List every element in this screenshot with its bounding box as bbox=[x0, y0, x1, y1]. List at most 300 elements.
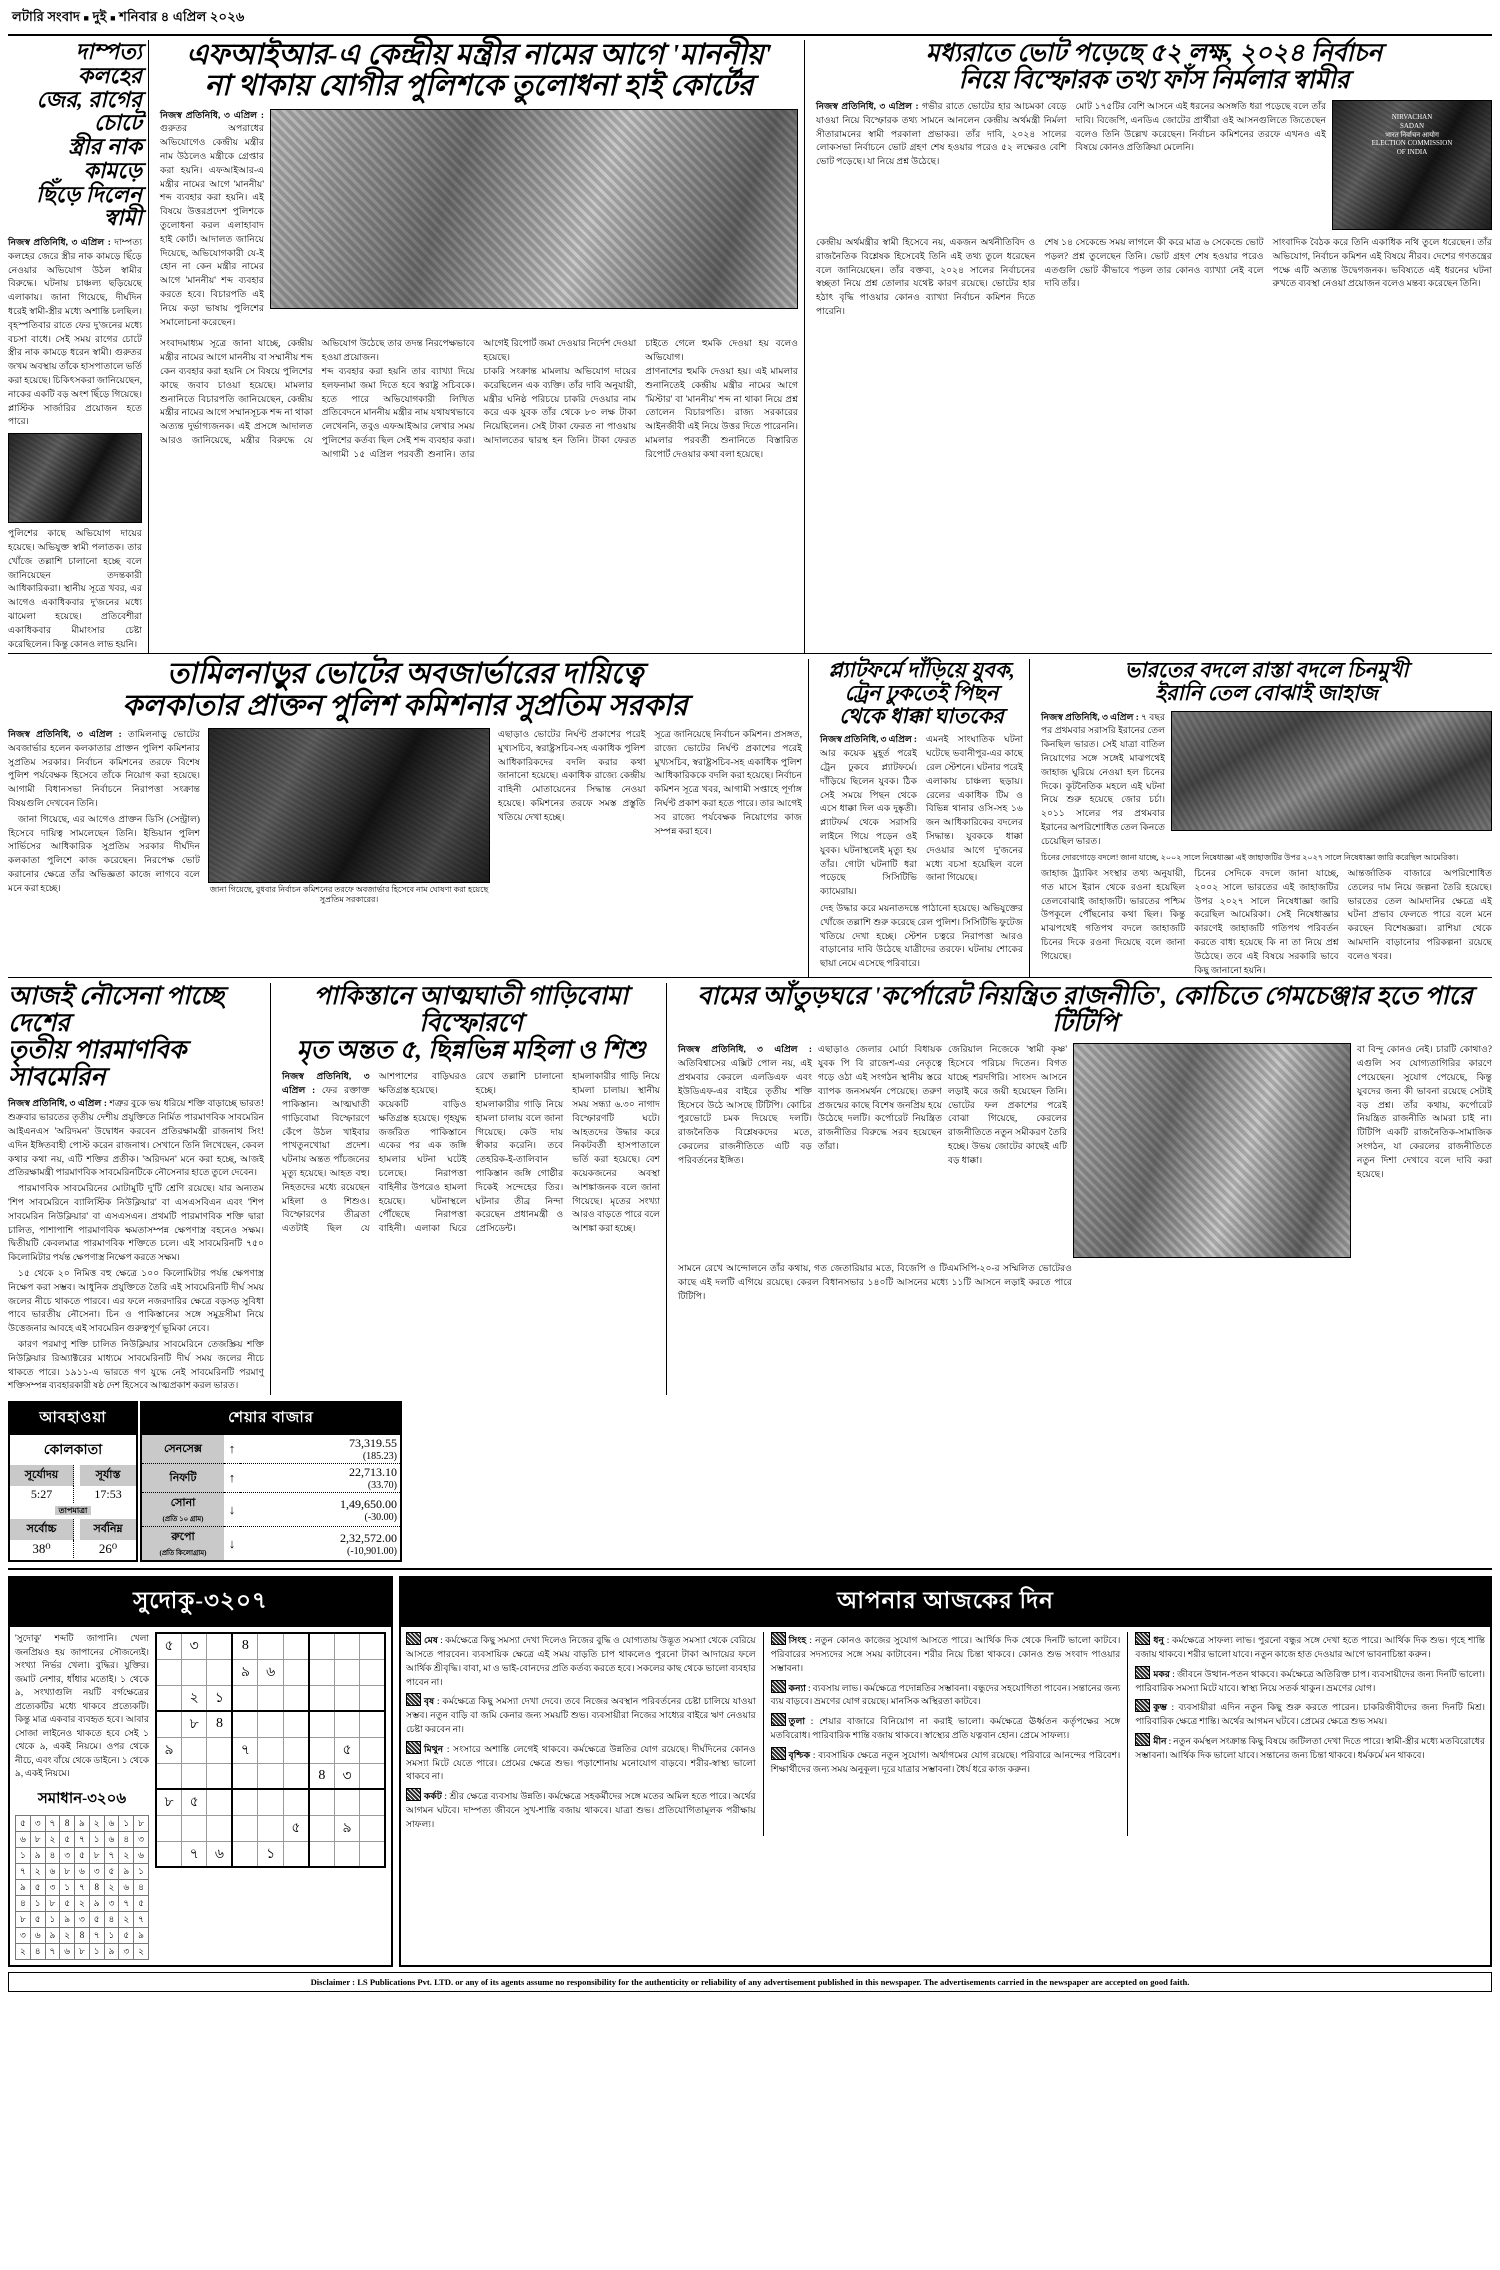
sudoku-cell[interactable]: ৩ bbox=[334, 1763, 359, 1789]
zodiac-icon-brishchik bbox=[771, 1747, 786, 1760]
sudoku-cell[interactable] bbox=[283, 1789, 308, 1815]
story-main-text-1: সংবাদমাধ্যম সূত্রে জানা যাচ্ছে, কেন্দ্রীয় মন্ত্রীর নামের আগে মাননীয় বা সম্মানীয় শব্দ কেন ব্যবহার করা হয়নি সে বিষয়ে পুলিশের কাছে জবাব চাওয়া হয়েছে। মামলার শুনানিতে বিচারপতি জানিয়েছেন, কেন্দ্রীয় মন্ত্রীর নামের আগে সম্মানসূচক শব্দ না থাকা অত্যন্ত দুর্ভাগ্যজনক। এই প্রসঙ্গে আদালত আরও জানিয়েছে, মন্ত্রীর বিরুদ্ধে যে অভিযোগ উঠেছে তার তদন্ত নিরপেক্ষভাবে হওয়া প্রয়োজন। bbox=[160, 338, 475, 445]
story-tamilnadu-columns bbox=[498, 728, 802, 838]
sudoku-solution-cell: ৯ bbox=[30, 1847, 45, 1863]
story-left-top-text2: পুলিশের কাছে অভিযোগ দায়ের হয়েছে। অভিযুক্ত স্বামী পলাতক। তার খোঁজে তল্লাশি চালানো হচ্ছে বলে জানিয়েছেন তদন্তকারী আধিকারিকরা। স্থানীয় সূত্রে খবর, এর আগেও একাধিকবার দু'জনের মধ্যে ঝামেলা হয়েছে। প্রতিবেশীরা একাধিকবার মীমাংসার চেষ্টা করেছিলেন। কিন্তু কোনও লাভ হয়নি। bbox=[8, 528, 142, 649]
sudoku-cell[interactable]: 8 bbox=[207, 1711, 232, 1737]
story-platform-text-2-wrap bbox=[820, 902, 1023, 971]
sudoku-solution-cell: ২ bbox=[119, 1911, 134, 1927]
sudoku-title: সুদোকু-৩২০৭ bbox=[10, 1578, 391, 1627]
sudoku-solution-cell: ৮ bbox=[60, 1863, 75, 1879]
poster-line-1: SADAN bbox=[1399, 121, 1425, 130]
horoscope-sign-name-9: মকর bbox=[1153, 1668, 1170, 1679]
horoscope-sign-text-3: শ্রীর ক্ষেত্রে ব্যবসায় উন্নতি। কর্মক্ষেত্রে সহকর্মীদের সঙ্গে মতের অমিল হতে পারে। অর্থের আগমন ঘটবে। দাম্পত্য জীবনে সুখ-শান্তি বজায় থাকবে। যাত্রা শুভ। প্রতিযোগিতামূলক পরীক্ষায় সাফল্য। bbox=[406, 1791, 756, 1829]
sudoku-solution-cell: ২ bbox=[104, 1879, 119, 1895]
weather-city: কোলকাতা bbox=[43, 1443, 103, 1459]
sudoku-solution-cell: ৬ bbox=[16, 1831, 31, 1847]
sudoku-cell[interactable] bbox=[258, 1685, 283, 1711]
sudoku-solution-cell: ৩ bbox=[75, 1911, 90, 1927]
story-right-top-columns-b bbox=[816, 236, 1492, 319]
sudoku-solution-cell: ৫ bbox=[30, 1911, 45, 1927]
sudoku-cell[interactable] bbox=[309, 1737, 334, 1763]
story-right-top-text-4: সাংবাদিক বৈঠক করে তিনি একাধিক নথি তুলে ধরেছেন। তাঁর অভিযোগ, নির্বাচন কমিশন এই বিষয়ে নীরব। দেশের গণতন্ত্রের পক্ষে এটি অত্যন্ত উদ্বেগজনক। ভবিষ্যতে এই ধরনের ঘটনা রুখতে ব্যবস্থা নেওয়া প্রয়োজন বলেও মন্তব্য করেছেন তিনি। bbox=[1272, 237, 1492, 289]
sudoku-solution-cell: ৪ bbox=[45, 1847, 60, 1863]
sudoku-solution-cell: ৩ bbox=[16, 1927, 31, 1943]
second-band bbox=[8, 654, 1492, 978]
story-right-top-photo bbox=[1332, 100, 1492, 230]
sudoku-solution-row bbox=[16, 1943, 149, 1959]
horoscope-col-2 bbox=[764, 1632, 1129, 1835]
story-iran-col0 bbox=[1041, 711, 1165, 849]
sudoku-cell[interactable] bbox=[258, 1815, 283, 1841]
sudoku-solution-cell: ৬ bbox=[60, 1943, 75, 1959]
sudoku-cell[interactable] bbox=[283, 1763, 308, 1789]
story-submarine bbox=[8, 983, 270, 1395]
sudoku-solution-cell: ৬ bbox=[104, 1831, 119, 1847]
sudoku-cell[interactable] bbox=[283, 1841, 308, 1867]
sudoku-cell[interactable] bbox=[360, 1659, 385, 1685]
sudoku-cell[interactable] bbox=[309, 1815, 334, 1841]
sudoku-cell[interactable] bbox=[258, 1789, 283, 1815]
sudoku-cell[interactable]: ৯ bbox=[334, 1815, 359, 1841]
sudoku-cell[interactable] bbox=[334, 1711, 359, 1737]
horoscope-sign-text-2: সংসারে অশান্তি লেগেই থাকবে। কর্মক্ষেত্রে উন্নতির যোগ রয়েছে। দীর্ঘদিনের কোনও সমস্যা মিটে যেতে পারে। প্রেমের ক্ষেত্রে শুভ। পড়াশোনায় মনোযোগ বাড়বে। শরীর-স্বাস্থ্য ভালো থাকবে না। bbox=[406, 1743, 756, 1782]
sudoku-solution-cell: ১ bbox=[104, 1927, 119, 1943]
horoscope-sign: মকর : জীবনে উত্থান-পতন থাকবে। কর্মক্ষেত্রে অতিরিক্ত চাপ। ব্যবসায়ীদের জন্য দিনটি ভালো। পারিবারিক সমস্যা মিটে যাবে। স্বাস্থ্য নিয়ে সতর্ক থাকুন। ভ্রমণের যোগ। bbox=[1135, 1666, 1485, 1696]
market-title: শেয়ার বাজার bbox=[142, 1403, 400, 1435]
sudoku-solution-cell: ১ bbox=[60, 1879, 75, 1895]
sudoku-cell[interactable] bbox=[181, 1659, 206, 1685]
sudoku-solution-cell: ৭ bbox=[45, 1815, 60, 1831]
sudoku-row bbox=[156, 1685, 385, 1711]
sudoku-cell[interactable]: ৬ bbox=[207, 1841, 232, 1867]
masthead-separator-2: ■ bbox=[110, 13, 116, 24]
sudoku-cell[interactable] bbox=[309, 1685, 334, 1711]
sudoku-solution-cell: ৫ bbox=[60, 1831, 75, 1847]
sudoku-solution-cell: 8 bbox=[89, 1879, 104, 1895]
horoscope-sign-name-11: মীন bbox=[1153, 1735, 1167, 1746]
sudoku-solution-row bbox=[16, 1927, 149, 1943]
sudoku-solution-cell: ১ bbox=[45, 1911, 60, 1927]
min-temp-value: 26⁰ bbox=[98, 1541, 118, 1557]
zodiac-icon-mithun bbox=[406, 1741, 421, 1754]
sudoku-row bbox=[156, 1815, 385, 1841]
story-right-top-columns-a bbox=[816, 100, 1326, 169]
sudoku-cell[interactable] bbox=[283, 1685, 308, 1711]
sudoku-cell[interactable]: ৯ bbox=[232, 1659, 257, 1685]
sudoku-solution-cell: ৫ bbox=[89, 1911, 104, 1927]
sudoku-solution-cell: ৯ bbox=[16, 1879, 31, 1895]
sudoku-solution-cell: ৩ bbox=[30, 1815, 45, 1831]
sudoku-cell[interactable] bbox=[156, 1659, 181, 1685]
sudoku-cell[interactable]: 8 bbox=[232, 1633, 257, 1659]
horoscope-sign-text-9: জীবনে উত্থান-পতন থাকবে। কর্মক্ষেত্রে অতিরিক্ত চাপ। ব্যবসায়ীদের জন্য দিনটি ভালো। পারিবারিক সমস্যা মিটে যাবে। স্বাস্থ্য নিয়ে সতর্ক থাকুন। ভ্রমণের যোগ। bbox=[1135, 1668, 1486, 1693]
sudoku-cell[interactable] bbox=[207, 1737, 232, 1763]
sudoku-cell[interactable] bbox=[207, 1763, 232, 1789]
sudoku-row bbox=[156, 1789, 385, 1815]
sudoku-solution-cell: ৩ bbox=[134, 1831, 149, 1847]
story-pakistan-columns bbox=[282, 1070, 660, 1238]
horoscope-title: আপনার আজকের দিন bbox=[401, 1578, 1490, 1627]
story-main-byline: নিজস্ব প্রতিনিধি, ৩ এপ্রিল : bbox=[160, 109, 264, 120]
sudoku-solution-cell: ৮ bbox=[16, 1911, 31, 1927]
sudoku-cell[interactable]: ৫ bbox=[283, 1815, 308, 1841]
story-submarine-text-3: কারণ পরমাণু শক্তি চালিত নিউক্লিয়ার সাবমেরিনে তেজস্ক্রিয় শক্তি নিউক্লিয়ার রিঅ্যাক্টরের মাধ্যমে সাবমেরিনটি দীর্ঘ সময় জলের নীচে থাকতে পারে। ১৯১১-এ ভারতে গণ যুদ্ধে নেই সাবমেরিনটি পরমাণু শক্তিসম্পন্ন ব্যবহারকারী ষষ্ঠ দেশ হিসেবে আত্মপ্রকাশ করল ভারত। bbox=[8, 1338, 264, 1391]
masthead-page-number: দুই bbox=[92, 9, 107, 24]
max-temp-label: সর্বোচ্চ bbox=[10, 1519, 74, 1540]
story-main-columns bbox=[160, 337, 798, 461]
story-tamilnadu-text-1: জানা গিয়েছে, এর আগেও প্রাক্তন ডিসি (সেন্ট্রাল) হিসেবে দায়িত্ব সামলেছেন তিনি। ইন্ডিয়ান পুলিশ সার্ভিসের আধিকারিক সুপ্রতিম সরকার দীর্ঘদিন কলকাতা পুলিশে কাজ করেছেন। নিরপেক্ষ ভোট করানোর ক্ষেত্রে তাঁর অভিজ্ঞতা কাজে লাগবে বলে মনে করা হচ্ছে। bbox=[8, 813, 200, 893]
story-right-top-headline: মধ্যরাতে ভোট পড়েছে ৫২ লক্ষ, ২০২৪ নির্বাচন নিয়ে বিস্ফোরক তথ্য ফাঁস নির্মলার স্বামীর bbox=[925, 40, 1383, 94]
zodiac-icon-kumbha bbox=[1135, 1699, 1150, 1712]
sudoku-cell[interactable] bbox=[232, 1841, 257, 1867]
sudoku-cell[interactable] bbox=[334, 1841, 359, 1867]
poster-line-4: OF INDIA bbox=[1396, 148, 1428, 156]
market-value-0: 73,319.55 bbox=[349, 1436, 397, 1451]
horoscope-sign-name-6: তুলা bbox=[788, 1716, 806, 1727]
horoscope-sign-text-11: নতুন কর্মস্থল সংক্রান্ত কিছু বিষয়ে জটিলতা দেখা দিতে পারে। স্বামী-স্ত্রীর মধ্যে মতবিরোধের সম্ভাবনা। আর্থিক দিক ভালো যাবে। সন্তানের জন্য চিন্তা থাকবে। ধর্মকর্মে মন থাকবে। bbox=[1135, 1735, 1486, 1760]
sudoku-solution-cell: ১ bbox=[119, 1815, 134, 1831]
sudoku-cell[interactable]: ৮ bbox=[181, 1711, 206, 1737]
story-main-text-4: প্রাণনাশের হুমকি দেওয়া হয়। এই মামলার শুনানিতেই কেন্দ্রীয় মন্ত্রীর নামের আগে 'মিস্টার' বা 'মাননীয়' শব্দ না থাকা নিয়ে প্রশ্ন তোলেন বিচারপতি। রাজ্য সরকারের আইনজীবী এই নিয়ে উত্তর দিতে পারেননি। মামলার পরবর্তী শুনানিতে বিস্তারিত রিপোর্ট দেওয়ার কথা বলা হয়েছে। bbox=[645, 365, 798, 459]
sudoku-solution-cell: ২ bbox=[30, 1863, 45, 1879]
sudoku-rules: 'সুদোকু' শব্দটি জাপানি। খেলা জনপ্রিয়ও হয় জাপানের সৌজন্যেই। সংখ্যা নির্ভর খেলা। বুদ্ধির। যুক্তির। জমাট নেশার, ধাঁধার মতোই। ১ থেকে ৯, সংখ্যাগুলি নয়টি বর্গক্ষেত্রের প্রত্যেকটির মধ্যে থাকবে প্রত্যেকটি। কিন্তু মাত্র একবার ব্যবহৃত হবে। আবার সোজা লাইনেও থাকতে হবে সেই ১ থেকে ৯, একই নিয়মে। ওপর থেকে নীচে, এবং বাঁয়ে থেকে ডাইনে। ১ থেকে ৯, একই নিয়মে। bbox=[15, 1633, 149, 1779]
sudoku-solution-cell: ২ bbox=[119, 1847, 134, 1863]
sudoku-solution-cell: ৫ bbox=[75, 1847, 90, 1863]
sudoku-solution-cell: ১ bbox=[89, 1831, 104, 1847]
sudoku-solution-cell: ২ bbox=[45, 1831, 60, 1847]
sudoku-solution-cell: ৯ bbox=[45, 1927, 60, 1943]
sudoku-row bbox=[156, 1737, 385, 1763]
market-name-1: নিফটি bbox=[169, 1471, 197, 1484]
zodiac-icon-kanya bbox=[771, 1680, 786, 1693]
sudoku-solution-cell: ৪ bbox=[30, 1943, 45, 1959]
max-temp-value: 38⁰ bbox=[32, 1541, 51, 1557]
story-left-top bbox=[8, 40, 148, 653]
sudoku-solution-label: সমাধান-৩২০৬ bbox=[37, 1790, 127, 1807]
sudoku-cell[interactable] bbox=[309, 1711, 334, 1737]
horoscope-sign: মিথুন : সংসারে অশান্তি লেগেই থাকবে। কর্মক্ষেত্রে উন্নতির যোগ রয়েছে। দীর্ঘদিনের কোনও সমস্যা মিটে যেতে পারে। প্রেমের ক্ষেত্রে শুভ। পড়াশোনায় মনোযোগ বাড়বে। শরীর-স্বাস্থ্য ভালো থাকবে না। bbox=[406, 1741, 756, 1784]
sudoku-solution-cell: ৫ bbox=[119, 1927, 134, 1943]
sudoku-cell[interactable] bbox=[360, 1633, 385, 1659]
horoscope-sign: বৃষ : কর্মক্ষেত্রে কিছু সমস্যা দেখা দেবে। তবে নিজের অবস্থান পরিবর্তনের চেষ্টা চালিয়ে যাওয়া সম্ভব। নতুন বাড়ি বা জমি কেনার জন্য সময়টি শুভ। ব্যবসায়ীরা নিজের সাধ্যের বাইরে ঋণ নেওয়ার চেষ্টা করবেন না। bbox=[406, 1693, 756, 1736]
market-table bbox=[142, 1435, 400, 1560]
sudoku-solution-cell: ২ bbox=[134, 1943, 149, 1959]
sudoku-solution-cell: ৪ bbox=[16, 1895, 31, 1911]
sudoku-cell[interactable] bbox=[360, 1737, 385, 1763]
sudoku-solution-cell: ৩ bbox=[45, 1879, 60, 1895]
horoscope-sign-text-7: ব্যবসায়িক ক্ষেত্রে নতুন সুযোগ। অর্থাগমের যোগ রয়েছে। পরিবারে আনন্দের পরিবেশ। শিক্ষার্থীদের জন্য সময় অনুকূল। দূরে যাত্রার সম্ভাবনা। ধৈর্য ধরে কাজ করুন। bbox=[770, 1749, 1121, 1774]
sudoku-cell[interactable] bbox=[156, 1763, 181, 1789]
sudoku-cell[interactable]: ৩ bbox=[181, 1633, 206, 1659]
story-main-photo bbox=[270, 109, 798, 309]
horoscope-sign-name-8: ধনু bbox=[1153, 1635, 1164, 1646]
sudoku-puzzle-grid[interactable] bbox=[155, 1632, 386, 1868]
sudoku-cell[interactable] bbox=[283, 1711, 308, 1737]
sudoku-solution-row bbox=[16, 1831, 149, 1847]
story-left-top-photo bbox=[8, 433, 142, 523]
horoscope-sign-name-5: কন্যা bbox=[788, 1682, 806, 1693]
sudoku-cell[interactable] bbox=[309, 1633, 334, 1659]
sudoku-solution-cell: ৫ bbox=[16, 1815, 31, 1831]
market-value-1: 22,713.10 bbox=[349, 1465, 397, 1480]
masthead-date: শনিবার ৪ এপ্রিল ২০২৬ bbox=[119, 9, 245, 24]
sudoku-solution-row bbox=[16, 1895, 149, 1911]
sudoku-cell[interactable] bbox=[156, 1815, 181, 1841]
sudoku-solution-cell: ১ bbox=[16, 1847, 31, 1863]
horoscope-sign-name-3: কর্কট bbox=[424, 1791, 442, 1802]
zodiac-icon-tula bbox=[771, 1713, 786, 1726]
sudoku-solution-cell: ৫ bbox=[104, 1863, 119, 1879]
sudoku-cell[interactable] bbox=[283, 1659, 308, 1685]
sudoku-cell[interactable] bbox=[232, 1763, 257, 1789]
sudoku-cell[interactable] bbox=[360, 1685, 385, 1711]
market-value-3: 2,32,572.00 bbox=[340, 1530, 397, 1545]
market-sub-2: (প্রতি ১০ গ্রাম) bbox=[162, 1515, 204, 1524]
story-bamer bbox=[672, 983, 1492, 1395]
sudoku-cell[interactable] bbox=[232, 1685, 257, 1711]
sudoku-solution-cell: ৩ bbox=[119, 1943, 134, 1959]
sudoku-solution-cell: ১ bbox=[134, 1863, 149, 1879]
sudoku-solution-cell: ৮ bbox=[134, 1815, 149, 1831]
market-row bbox=[142, 1464, 400, 1493]
story-tamilnadu-caption: জানা গিয়েছে, বুধবার নির্বাচন কমিশনের তরফে অবজার্ভার হিসেবে নাম ঘোষণা করা হয়েছে সুপ্রতিম সরকারের। bbox=[209, 884, 489, 905]
zodiac-icon-makar bbox=[1135, 1666, 1150, 1679]
horoscope-sign: মেষ : কর্মক্ষেত্রে কিছু সমস্যা দেখা দিলেও নিজের বুদ্ধি ও যোগ্যতায় উদ্ভূত সমস্যা থেকে বেরিয়ে আসতে পারবেন। ব্যবসায়িক ক্ষেত্রে এই সময় বাড়তি চাপ থাকলেও পুরনো টাকা আদায়ের ফলে আর্থিক শ্রীবৃদ্ধি। বাবা, মা ও ভাই-বোনদের প্রতি কর্তব্য করতে হবে। সকলের কাছ থেকে ভালো ব্যবহার পাবেন না। bbox=[406, 1632, 756, 1689]
temperature-label: তাপমাত্রা bbox=[55, 1506, 92, 1515]
sudoku-cell[interactable]: ৫ bbox=[156, 1633, 181, 1659]
story-bamer-col4 bbox=[1357, 1043, 1492, 1181]
sudoku-cell[interactable] bbox=[360, 1815, 385, 1841]
sudoku-solution-cell: ৮ bbox=[75, 1943, 90, 1959]
market-row bbox=[142, 1493, 400, 1527]
story-bamer-text-3: সামনে রেখে আন্দোলনে তাঁর কথায়, গত জেতারিয়ার মতে, বিজেপি ও টিএমসিপি-২০-র সম্মিলিত ভোটেরও কাছে এই দলটি এগিয়ে রয়েছে। কেরল বিধানসভার ১৪০টি আসনের মধ্যে ১১টি আসনে লড়াই করতে পারে টিটিপি। bbox=[678, 1263, 1072, 1301]
story-main-text-3: চাকরি সংক্রান্ত মামলায় অভিযোগ দায়ের করেছিলেন এক ব্যক্তি। তাঁর দাবি অনুযায়ী, মন্ত্রীর ঘনিষ্ঠ পরিচয়ে চাকরি দেওয়ার নাম করে এক যুবক তাঁর থেকে ৮০ লক্ষ টাকা নিয়েছিলেন। সেই টাকা ফেরত না পাওয়ায় আদালতের দ্বারস্থ হন তিনি। টাকা ফেরত চাইতে গেলে হুমকি দেওয়া হয় বলেও অভিযোগ। bbox=[483, 338, 798, 445]
poster-line-3: ELECTION COMMISSION bbox=[1371, 139, 1453, 148]
story-right-top-text-3: শেষ ১৪ সেকেন্ডে সময় লাগলে কী করে মাত্র ৬ সেকেন্ডে ভোট পড়ল? প্রশ্ন তুলেছেন তিনি। ভোট গ্রহণ শেষ হওয়ার পরেও এতগুলি ভোট কীভাবে পড়ল তার কোনও ব্যাখ্যা নেই বলে দাবি তাঁর। bbox=[1044, 237, 1264, 289]
sudoku-cell[interactable]: ৫ bbox=[181, 1789, 206, 1815]
sudoku-cell[interactable]: ১ bbox=[258, 1841, 283, 1867]
story-submarine-byline: নিজস্ব প্রতিনিধি, ৩ এপ্রিল : bbox=[8, 1098, 107, 1109]
market-name-2: সোনা bbox=[170, 1497, 196, 1510]
sudoku-cell[interactable] bbox=[181, 1763, 206, 1789]
story-left-top-headline: দাম্পত্য কলহের জের, রাগের চোটে স্ত্রীর নাক কামড়ে ছিঁড়ে দিলেন স্বামী bbox=[36, 39, 142, 231]
story-pakistan bbox=[276, 983, 666, 1395]
sudoku-row bbox=[156, 1763, 385, 1789]
story-platform-columns bbox=[820, 733, 1023, 899]
story-right-top-text-2: কেন্দ্রীয় অর্থমন্ত্রীর স্বামী হিসেবে নয়, একজন অর্থনীতিবিদ ও রাজনৈতিক বিশ্লেষক হিসেবেই তিনি এই তথ্য তুলে ধরেছেন বলে জানিয়েছেন। তাঁর বক্তব্য, ২০২৪ সালের নির্বাচনের স্বচ্ছতা নিয়ে প্রশ্ন তোলার যথেষ্ট কারণ রয়েছে। ভোটের হার হঠাৎ বৃদ্ধি পাওয়ার কোনও ব্যাখ্যা নির্বাচন কমিশন দিতে পারেনি। bbox=[816, 237, 1036, 316]
story-right-top bbox=[810, 40, 1492, 653]
sudoku-cell[interactable]: ৯ bbox=[156, 1737, 181, 1763]
horoscope-box bbox=[399, 1576, 1492, 1967]
sudoku-cell[interactable]: ৬ bbox=[258, 1659, 283, 1685]
sudoku-solution-cell: ৩ bbox=[89, 1863, 104, 1879]
sudoku-row bbox=[156, 1633, 385, 1659]
story-submarine-text-1: পারমাণবিক সাবমেরিনের মোটামুটি দু'টি শ্রেণি রয়েছে। যার অন্যতম 'শিপ সাবমেরিনে ব্যালিস্টিক নিউক্লিয়ার' বা এসএসবিএন এবং 'শিপ সাবমেরিন নিউক্লিয়ার' বা এসএসএন। প্রথমটি পারমাণবিক শক্তি দ্বারা চালিত, পাশাপাশি পারমাণবিক ক্ষমতাসম্পন্ন ক্ষেপণাস্ত্র বহনেও সক্ষম। দ্বিতীয়টি কেবলমাত্র পারমাণবিক শক্তিতে চলে। এই সাবমেরিনটি ৭৫০ কিলোমিটার পর্যন্ত ক্ষেপণাস্ত্র নিক্ষেপ করতে সক্ষম। bbox=[8, 1183, 264, 1263]
horoscope-sign-text-6: শেয়ার বাজারে বিনিয়োগ না করাই ভালো। কর্মক্ষেত্রে ঊর্ধ্বতন কর্তৃপক্ষের সঙ্গে মতবিরোধ। পারিবারিক শান্তি বজায় থাকবে। স্বাস্থ্যের প্রতি যত্নবান হোন। প্রেমে সাফল্য। bbox=[770, 1716, 1121, 1740]
masthead bbox=[8, 6, 1492, 36]
story-platform bbox=[814, 659, 1029, 977]
horoscope-sign: কন্যা : ব্যবসায় লাভ। কর্মক্ষেত্রে পদোন্নতির সম্ভাবনা। বন্ধুদের সহযোগিতা পাবেন। সন্তানের জন্য ব্যয় বাড়বে। ভ্রমণের যোগ রয়েছে। মানসিক অস্থিরতা কাটবে। bbox=[771, 1680, 1121, 1710]
market-arrow-1: ↑ bbox=[228, 1470, 236, 1486]
sudoku-cell[interactable] bbox=[309, 1789, 334, 1815]
weather-title: আবহাওয়া bbox=[10, 1403, 136, 1435]
sudoku-solution-cell: ৯ bbox=[89, 1895, 104, 1911]
sudoku-solution-cell: ৫ bbox=[30, 1879, 45, 1895]
sudoku-cell[interactable] bbox=[258, 1763, 283, 1789]
sudoku-cell[interactable] bbox=[334, 1789, 359, 1815]
story-tamilnadu bbox=[8, 659, 808, 977]
masthead-separator-1: ■ bbox=[83, 13, 90, 24]
story-platform-headline: প্ল্যাটফর্মে দাঁড়িয়ে যুবক, ট্রেন ঢুকতেই পিছন থেকে ধাক্কা ঘাতকের bbox=[828, 658, 1015, 728]
sudoku-cell[interactable]: 8 bbox=[309, 1763, 334, 1789]
sudoku-cell[interactable] bbox=[309, 1841, 334, 1867]
sudoku-solution-cell: ৯ bbox=[119, 1863, 134, 1879]
sudoku-cell[interactable] bbox=[360, 1763, 385, 1789]
sudoku-cell[interactable] bbox=[334, 1685, 359, 1711]
sudoku-cell[interactable]: ৫ bbox=[334, 1737, 359, 1763]
story-left-top-text: দাম্পত্য কলহের জেরে স্ত্রীর নাক কামড়ে ছিঁড়ে নেওয়ার অভিযোগ উঠল স্বামীর বিরুদ্ধে। ঘটনায় চাঞ্চল্য ছড়িয়েছে এলাকায়। জানা গিয়েছে, দীর্ঘদিন ধরেই স্বামী-স্ত্রীর মধ্যে অশান্তি চলছিল। বৃহস্পতিবার রাতে ফের দু'জনের মধ্যে বচসা বাধে। সেই সময় রাগের চোটে স্ত্রীর নাক কামড়ে ধরেন স্বামী। গুরুতর জখম অবস্থায় তাঁকে হাসপাতালে ভর্তি করা হয়েছে। চিকিৎসকরা জানিয়েছেন, নাকের একটি বড় অংশ ছিঁড়ে গিয়েছে। প্লাস্টিক সার্জারির প্রয়োজন হতে পারে। bbox=[8, 237, 142, 427]
market-change-0: (185.23) bbox=[362, 1451, 397, 1463]
horoscope-col-1 bbox=[406, 1632, 764, 1835]
sudoku-cell[interactable] bbox=[232, 1789, 257, 1815]
sudoku-solution-cell: ২ bbox=[75, 1895, 90, 1911]
horoscope-sign-name-0: মেষ bbox=[424, 1635, 438, 1646]
sudoku-cell[interactable]: ৭ bbox=[232, 1737, 257, 1763]
sudoku-solution-cell: ১ bbox=[89, 1943, 104, 1959]
sudoku-solution-cell: ৬ bbox=[45, 1863, 60, 1879]
market-arrow-2: ↓ bbox=[228, 1501, 236, 1517]
sudoku-cell[interactable] bbox=[156, 1711, 181, 1737]
sudoku-cell[interactable]: ২ bbox=[181, 1685, 206, 1711]
masthead-publication: লটারি সংবাদ bbox=[12, 9, 81, 24]
sudoku-solution-cell: ২ bbox=[60, 1927, 75, 1943]
sudoku-solution-cell: ৯ bbox=[75, 1815, 90, 1831]
sudoku-solution-row bbox=[16, 1911, 149, 1927]
story-iran-text-0: ৭ বছর পর প্রথমবার সরাসরি ইরানের তেল কিনছিল ভারত। সেই যাত্রা বাতিল নিয়োগের সঙ্গে সঙ্গেই মাঝপথেই জাহাজ ঘুরিয়ে নেওয়া হল চিনের দিকে। কূটনৈতিক মহলে এই ঘটনা নিয়ে শুরু হয়েছে জোর চর্চা। ২০১১ সালের পর প্রথমবার ইরানের অপরিশোধিত তেল কিনতে চেয়েছিল ভারত। bbox=[1041, 711, 1165, 846]
story-iran-text-3: আন্তর্জাতিক বাজারে অপরিশোধিত তেলের দাম নিয়ে জল্পনা তৈরি হয়েছে। ভারতের তেল আমদানির ক্ষেত্রে এই ঘটনা প্রভাব ফেলতে পারে বলে মনে করছেন বিশেষজ্ঞরা। রাশিয়া থেকে আমদানি বাড়ানোর পরিকল্পনা রয়েছে বলেও খবর। bbox=[1347, 868, 1492, 961]
sudoku-cell[interactable] bbox=[258, 1711, 283, 1737]
horoscope-sign: কর্কট : শ্রীর ক্ষেত্রে ব্যবসায় উন্নতি। কর্মক্ষেত্রে সহকর্মীদের সঙ্গে মতের অমিল হতে পারে। অর্থের আগমন ঘটবে। দাম্পত্য জীবনে সুখ-শান্তি বজায় থাকবে। যাত্রা শুভ। প্রতিযোগিতামূলক পরীক্ষায় সাফল্য। bbox=[406, 1788, 756, 1831]
sudoku-cell[interactable] bbox=[360, 1841, 385, 1867]
story-iran-text-2: চিনের সেদিকে বদলে জানা যাচ্ছে, ২০০২ সালে ভারতের এই জাহাজটির উপর ২০২৭ সালে নিষেধাজ্ঞা জারি করেছিল আমেরিকা। সেই নিষেধাজ্ঞার কারণেই জাহাজটি গতিপথ পরিবর্তন করতে বাধ্য হয়েছে কি না তা নিয়ে প্রশ্ন উঠেছে। তবে এই বিষয়ে সরকারি ভাবে কিছু জানানো হয়নি। bbox=[1194, 868, 1339, 975]
story-submarine-text-0: শত্রুর বুকে ভয় ধরিয়ে শক্তি বাড়াচ্ছে ভারত! শুক্রবার ভারতের তৃতীয় দেশীয় প্রযুক্তিতে নির্মিত পারমাণবিক সাবমেরিন আইএনএস 'অরিদমন' উদ্বোধন করবেন প্রতিরক্ষামন্ত্রী রাজনাথ সিং! এদিন ইঙ্গিতবাহী পোস্ট করেন রাজনাথ। সেখানে তিনি লিখেছেন, কেবল কথার কথা নয়, এটি শক্তির প্রতীক। 'অরিদমন' মনে করা হচ্ছে, আজই প্রতিরক্ষামন্ত্রী পারমাণবিক সাবমেরিনটিকে নৌসেনার হাতে তুলে দেবেন। bbox=[8, 1098, 264, 1178]
third-band bbox=[8, 978, 1492, 1395]
poster-line-0: NIRVACHAN bbox=[1391, 113, 1433, 121]
horoscope-sign-name-10: কুম্ভ bbox=[1153, 1702, 1168, 1713]
sudoku-cell[interactable] bbox=[156, 1685, 181, 1711]
story-main-col0 bbox=[160, 109, 264, 330]
story-tamilnadu-byline: নিজস্ব প্রতিনিধি, ৩ এপ্রিল : bbox=[8, 728, 122, 739]
sudoku-cell[interactable] bbox=[232, 1711, 257, 1737]
sudoku-cell[interactable]: ৭ bbox=[181, 1841, 206, 1867]
horoscope-sign-text-5: ব্যবসায় লাভ। কর্মক্ষেত্রে পদোন্নতির সম্ভাবনা। বন্ধুদের সহযোগিতা পাবেন। সন্তানের জন্য ব্যয় বাড়বে। ভ্রমণের যোগ রয়েছে। মানসিক অস্থিরতা কাটবে। bbox=[770, 1682, 1121, 1707]
story-left-top-body2 bbox=[8, 527, 142, 651]
sudoku-solution-cell: ৩ bbox=[104, 1895, 119, 1911]
sudoku-cell[interactable] bbox=[360, 1789, 385, 1815]
sudoku-solution-cell: ৭ bbox=[104, 1847, 119, 1863]
sudoku-solution-cell: ৮ bbox=[45, 1895, 60, 1911]
story-platform-byline: নিজস্ব প্রতিনিধি, ৩ এপ্রিল : bbox=[820, 734, 917, 745]
horoscope-sign-text-0: কর্মক্ষেত্রে কিছু সমস্যা দেখা দিলেও নিজের বুদ্ধি ও যোগ্যতায় উদ্ভূত সমস্যা থেকে বেরিয়ে আসতে পারবেন। ব্যবসায়িক ক্ষেত্রে এই সময় বাড়তি চাপ থাকলেও পুরনো টাকা আদায়ের ফলে আর্থিক শ্রীবৃদ্ধি। বাবা, মা ও ভাই-বোনদের প্রতি কর্তব্য করতে হবে। সকলের কাছ থেকে ভালো ব্যবহার পাবেন না। bbox=[406, 1635, 756, 1687]
story-main-text-2: শব্দ ব্যবহার করা হয়নি তার ব্যাখ্যা দিয়ে হলফনামা জমা দিতে হবে স্বরাষ্ট্র সচিবকে। হতে পারে অভিযোগকারী লিখিত প্রতিবেদনে মাননীয় মন্ত্রীর নাম যথাযথভাবে লেখেননি, তবুও এফআইআর লেখার সময় পুলিশের কর্তব্য ছিল সেই শব্দ ব্যবহার করা। আগামী ১৫ এপ্রিল পরবর্তী শুনানি। তার আগেই রিপোর্ট জমা দেওয়ার নির্দেশ দেওয়া হয়েছে। bbox=[321, 338, 637, 459]
sudoku-row bbox=[156, 1711, 385, 1737]
zodiac-icon-meen bbox=[1135, 1733, 1150, 1746]
sudoku-solution-cell: ৭ bbox=[45, 1943, 60, 1959]
story-main-text-0: গুরুতর অপরাধের অভিযোগেও কেন্দ্রীয় মন্ত্রীর নাম উঠলেও মন্ত্রীকে গ্রেপ্তার করা হয়নি। এফআইআর-এ মন্ত্রীর নামের আগে 'মাননীয়' শব্দ ব্যবহার করা হয়নি। এই বিষয়ে উত্তরপ্রদেশ পুলিশকে তুলোধনা করল এলাহাবাদ হাই কোর্ট। আদালত জানিয়ে দিয়েছে, অভিযোগকারী যে-ই হোন না কেন মন্ত্রীর নামের আগে 'মাননীয়' শব্দ ব্যবহার করতে হবে। বিচারপতি এই নিয়ে কড়া ভাষায় পুলিশের সমালোচনা করেছেন। bbox=[160, 123, 264, 327]
sudoku-solution-cell: ৪ bbox=[104, 1911, 119, 1927]
sudoku-solution-cell: 8 bbox=[75, 1927, 90, 1943]
market-arrow-0: ↑ bbox=[228, 1441, 236, 1457]
sudoku-cell[interactable] bbox=[283, 1633, 308, 1659]
min-temp-label: সর্বনিম্ন bbox=[80, 1519, 136, 1540]
sudoku-cell[interactable]: ৮ bbox=[156, 1789, 181, 1815]
sudoku-cell[interactable] bbox=[258, 1737, 283, 1763]
sudoku-cell[interactable] bbox=[258, 1633, 283, 1659]
sudoku-cell[interactable] bbox=[181, 1815, 206, 1841]
horoscope-sign-text-4: নতুন কোনও কাজের সুযোগ আসতে পারে। আর্থিক দিক থেকে দিনটি ভালো কাটবে। পরিবারের সদস্যদের সঙ্গে সময় কাটাবেন। শরীর নিয়ে চিন্তা থাকবে। কোনও শুভ সংবাদ পাওয়ার সম্ভাবনা। bbox=[770, 1635, 1121, 1673]
sudoku-solution-cell: ৭ bbox=[119, 1895, 134, 1911]
zodiac-icon-karkat bbox=[406, 1788, 421, 1801]
story-tamilnadu-text-0: তামিলনাড়ু ভোটের অবজার্ভার হলেন কলকাতার প্রাক্তন পুলিশ কমিশনার সুপ্রতিম সরকার। নির্বাচন কমিশনের তরফে বিশেষ পুলিশ পর্যবেক্ষক হিসেবে তাঁকে নিয়োগ করা হয়েছে। আগামী বিধানসভা নির্বাচনে নিরাপত্তা সংক্রান্ত বিষয়গুলি দেখবেন তিনি। bbox=[8, 728, 200, 808]
sudoku-solution-cell: ৫ bbox=[60, 1895, 75, 1911]
sudoku-solution-row bbox=[16, 1815, 149, 1831]
story-bamer-col1 bbox=[818, 1043, 942, 1153]
story-bamer-text-2: জেরিয়াল নিজেকে 'স্বামী কৃষ্ণ' হিসেবে পরিচয় দিতেন। বিগত যাচ্ছে শরদগিরি। সাংসদ আসনে লড়াই করে জয়ী হয়েছেন তিনি। ভোটের ফল প্রকাশের পরেই বোঝা গিয়েছে, কেরলের রাজনীতিতে নতুন সমীকরণ তৈরি হচ্ছে। উভয় জোটের কাছেই এটি বড় ধাক্কা। bbox=[948, 1044, 1067, 1165]
story-submarine-text-2: ১৫ থেকে ২০ নিমিত্ত বহু ক্ষেত্রে ১০০ কিলোমিটার পর্যন্ত ক্ষেপণাস্ত্র নিক্ষেপ করা সম্ভব। আধুনিক প্রযুক্তিতে তৈরি এই সাবমেরিনটি দীর্ঘ সময় জলের নীচে থাকতে পারবে। এর ফলে নজরদারির ক্ষেত্রে বড়সড় সুবিধা পাবে ভারতীয় নৌসেনা। চিন ও পাকিস্তানের সঙ্গে সমুদ্রসীমা নিয়ে উত্তেজনার আবহে এই সাবমেরিন গুরুত্বপূর্ণ ভূমিকা নেবে। bbox=[8, 1267, 264, 1334]
sunrise-label: সূর্যোদয় bbox=[10, 1465, 74, 1486]
sudoku-solution-cell: ৯ bbox=[60, 1911, 75, 1927]
sudoku-solution-cell: ২ bbox=[89, 1815, 104, 1831]
story-submarine-body bbox=[8, 1097, 264, 1393]
sudoku-cell[interactable] bbox=[232, 1815, 257, 1841]
sudoku-solution-cell: ৪ bbox=[134, 1879, 149, 1895]
market-value-2: 1,49,650.00 bbox=[340, 1496, 397, 1511]
weather-box bbox=[8, 1401, 138, 1562]
market-change-2: (-30.00) bbox=[364, 1511, 397, 1523]
story-bamer-col0 bbox=[678, 1043, 812, 1167]
sudoku-cell[interactable] bbox=[283, 1737, 308, 1763]
sudoku-solution-cell: ৭ bbox=[16, 1863, 31, 1879]
sudoku-cell[interactable] bbox=[181, 1737, 206, 1763]
sudoku-solution-cell: ৭ bbox=[75, 1879, 90, 1895]
sudoku-solution-cell: ২ bbox=[16, 1943, 31, 1959]
sudoku-solution-cell: ৭ bbox=[75, 1831, 90, 1847]
zodiac-icon-brish bbox=[406, 1693, 421, 1706]
weather-table bbox=[10, 1465, 136, 1558]
sudoku-cell[interactable]: ১ bbox=[207, 1685, 232, 1711]
sudoku-cell[interactable] bbox=[207, 1633, 232, 1659]
market-row bbox=[142, 1527, 400, 1561]
sudoku-cell[interactable] bbox=[207, 1789, 232, 1815]
sudoku-cell[interactable] bbox=[360, 1711, 385, 1737]
sudoku-cell[interactable] bbox=[207, 1815, 232, 1841]
story-iran-headline: ভারতের বদলে রাস্তা বদলে চিনমুখী ইরানি তেল বোঝাই জাহাজ bbox=[1124, 658, 1409, 705]
sudoku-cell[interactable] bbox=[334, 1633, 359, 1659]
sudoku-cell[interactable] bbox=[156, 1841, 181, 1867]
zodiac-icon-dhanu bbox=[1135, 1632, 1150, 1645]
story-submarine-headline: আজই নৌসেনা পাচ্ছে দেশের তৃতীয় পারমাণবিক সাবমেরিন bbox=[8, 983, 224, 1092]
horoscope-sign: সিংহ : নতুন কোনও কাজের সুযোগ আসতে পারে। আর্থিক দিক থেকে দিনটি ভালো কাটবে। পরিবারের সদস্যদের সঙ্গে সময় কাটাবেন। শরীর নিয়ে চিন্তা থাকবে। কোনও শুভ সংবাদ পাওয়ার সম্ভাবনা। bbox=[771, 1632, 1121, 1675]
zodiac-icon-mesh bbox=[406, 1632, 421, 1645]
sudoku-cell[interactable] bbox=[334, 1659, 359, 1685]
story-tamilnadu-text-2: এছাড়াও ভোটের নির্ঘণ্ট প্রকাশের পরেই মুখ্যসচিব, স্বরাষ্ট্রসচিব-সহ একাধিক পুলিশ আধিকারিকদের বদলি করার কথা জানানো হয়েছে। একাধিক রাজ্যে কেন্দ্রীয় বাহিনী মোতায়েনের সিদ্ধান্ত নেওয়া হয়েছে। কমিশনের তরফে সমস্ত প্রস্তুতি খতিয়ে দেখা হচ্ছে। bbox=[498, 728, 646, 822]
story-tamilnadu-headline: তামিলনাড়ুর ভোটের অবজার্ভারের দায়িত্বে কলকাতার প্রাক্তন পুলিশ কমিশনার সুপ্রতিম সরকার bbox=[122, 658, 688, 722]
bottom-band bbox=[8, 1576, 1492, 1967]
horoscope-sign-name-4: সিংহ bbox=[788, 1635, 807, 1646]
sudoku-cell[interactable] bbox=[309, 1659, 334, 1685]
sudoku-cell[interactable] bbox=[207, 1659, 232, 1685]
